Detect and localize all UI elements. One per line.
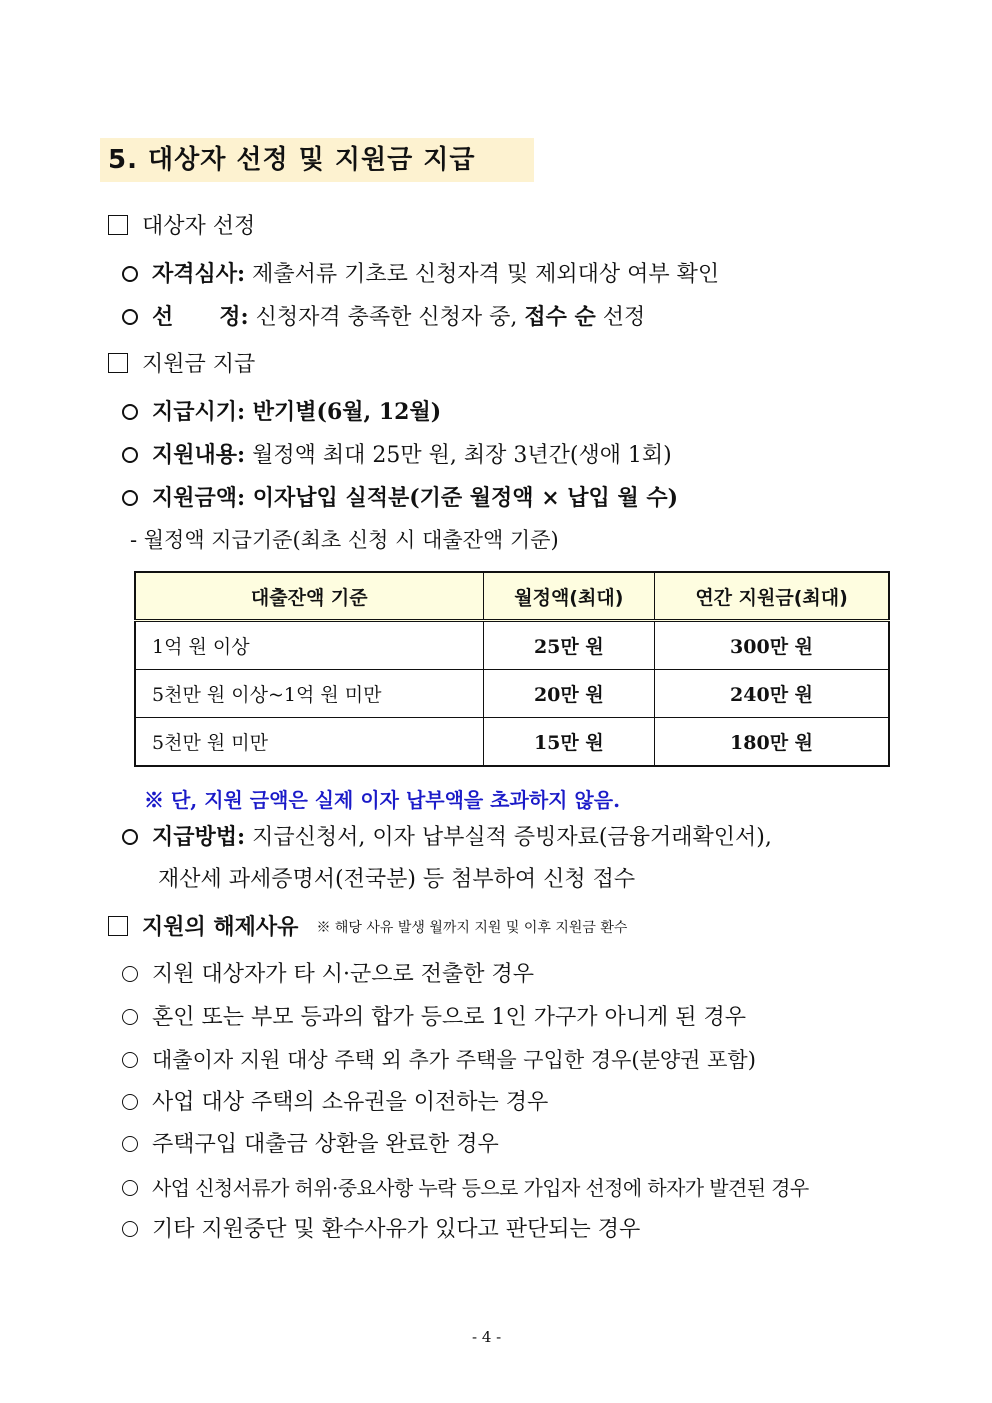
payment-method bbox=[122, 822, 772, 853]
circle-bullet-icon bbox=[122, 829, 138, 845]
table-row bbox=[135, 670, 889, 718]
item-text: 지급신청서, 이자 납부실적 증빙자료(금융거래확인서), bbox=[245, 825, 772, 850]
table-cell: 5천만 원 이상~1억 원 미만 bbox=[135, 670, 483, 718]
item-label: 자격심사: bbox=[152, 261, 246, 287]
table-cell: 15만 원 bbox=[483, 718, 655, 767]
list-item-text: 주택구입 대출금 상환을 완료한 경우 bbox=[152, 1132, 499, 1157]
list-item-text: 사업 신청서류가 허위·중요사항 누락 등으로 가입자 선정에 하자가 발견된 경우 bbox=[152, 1176, 809, 1200]
item-label: 지원내용: bbox=[152, 442, 246, 468]
circle-bullet-icon bbox=[122, 1221, 138, 1237]
item-label: 지급시기: bbox=[152, 399, 246, 425]
list-item-text: 혼인 또는 부모 등과의 합가 등으로 1인 가구가 아니게 된 경우 bbox=[152, 1005, 746, 1030]
table-row bbox=[135, 718, 889, 767]
list-item-text: 대출이자 지원 대상 주택 외 추가 주택을 구입한 경우(분양권 포함) bbox=[152, 1048, 756, 1072]
table-cell: 180만 원 bbox=[655, 718, 889, 767]
payment-heading bbox=[108, 350, 255, 380]
payment-timing bbox=[122, 397, 441, 427]
circle-bullet-icon bbox=[122, 447, 138, 463]
list-item bbox=[122, 1173, 809, 1203]
payment-content bbox=[122, 440, 672, 471]
payment-method-continued: 재산세 과세증명서(전국분) 등 첨부하여 신청 접수 bbox=[158, 867, 636, 892]
table-cell: 5천만 원 미만 bbox=[135, 718, 483, 767]
square-bullet-icon bbox=[108, 916, 128, 936]
list-item bbox=[122, 1045, 756, 1075]
termination-heading bbox=[108, 913, 627, 943]
circle-bullet-icon bbox=[122, 966, 138, 982]
circle-bullet-icon bbox=[122, 1094, 138, 1110]
caution-note: ※ 단, 지원 금액은 실제 이자 납부액을 초과하지 않음. bbox=[144, 788, 621, 812]
circle-bullet-icon bbox=[122, 1136, 138, 1152]
table-row bbox=[135, 621, 889, 670]
payment-sub-note: - 월정액 지급기준(최초 신청 시 대출잔액 기준) bbox=[130, 528, 559, 552]
section-title: 5. 대상자 선정 및 지원금 지급 bbox=[100, 138, 534, 182]
table-header-row bbox=[135, 572, 889, 621]
circle-bullet-icon bbox=[122, 404, 138, 420]
item-text: 신청자격 충족한 신청자 중, bbox=[248, 305, 525, 330]
circle-bullet-icon bbox=[122, 309, 138, 325]
square-bullet-icon bbox=[108, 215, 128, 235]
item-tail-text: 선정 bbox=[595, 305, 646, 330]
table-cell: 25만 원 bbox=[483, 621, 655, 670]
termination-heading-text: 지원의 해제사유 bbox=[142, 915, 299, 940]
list-item-text: 기타 지원중단 및 환수사유가 있다고 판단되는 경우 bbox=[152, 1217, 641, 1242]
item-label: 지원금액: bbox=[152, 485, 246, 511]
list-item bbox=[122, 1130, 499, 1160]
circle-bullet-icon bbox=[122, 1052, 138, 1068]
monthly-payment-table bbox=[134, 571, 890, 767]
list-item-text: 사업 대상 주택의 소유권을 이전하는 경우 bbox=[152, 1090, 549, 1115]
item-text: 제출서류 기초로 신청자격 및 제외대상 여부 확인 bbox=[245, 262, 720, 287]
item-text: 월정액 최대 25만 원, 최장 3년간(생애 1회) bbox=[245, 443, 672, 468]
table-cell: 1억 원 이상 bbox=[135, 621, 483, 670]
circle-bullet-icon bbox=[122, 490, 138, 506]
circle-bullet-icon bbox=[122, 1180, 138, 1196]
selection-item-select bbox=[122, 302, 645, 333]
circle-bullet-icon bbox=[122, 266, 138, 282]
selection-heading-text: 대상자 선정 bbox=[142, 214, 256, 239]
item-text: 이자납입 실적분(기준 월정액 × 납입 월 수) bbox=[245, 485, 679, 511]
item-bold-text: 접수 순 bbox=[524, 304, 596, 330]
table-cell: 20만 원 bbox=[483, 670, 655, 718]
item-text: 반기별(6월, 12월) bbox=[245, 399, 442, 425]
selection-item-qualification bbox=[122, 259, 719, 290]
page-number: - 4 - bbox=[472, 1328, 502, 1346]
item-label: 선 정: bbox=[152, 304, 249, 330]
circle-bullet-icon bbox=[122, 1009, 138, 1025]
list-item bbox=[122, 1088, 548, 1118]
list-item bbox=[122, 1215, 640, 1245]
item-label: 지급방법: bbox=[152, 824, 246, 850]
table-cell: 300만 원 bbox=[655, 621, 889, 670]
table-header-cell: 대출잔액 기준 bbox=[135, 572, 483, 621]
selection-heading bbox=[108, 212, 255, 242]
square-bullet-icon bbox=[108, 353, 128, 373]
payment-heading-text: 지원금 지급 bbox=[142, 352, 256, 377]
payment-amount bbox=[122, 483, 678, 513]
termination-note: ※ 해당 사유 발생 월까지 지원 및 이후 지원금 환수 bbox=[316, 920, 628, 936]
list-item bbox=[122, 960, 534, 990]
table-cell: 240만 원 bbox=[655, 670, 889, 718]
list-item bbox=[122, 1003, 746, 1033]
list-item-text: 지원 대상자가 타 시·군으로 전출한 경우 bbox=[152, 962, 534, 987]
table-header-cell: 월정액(최대) bbox=[483, 572, 655, 621]
table-header-cell: 연간 지원금(최대) bbox=[655, 572, 889, 621]
